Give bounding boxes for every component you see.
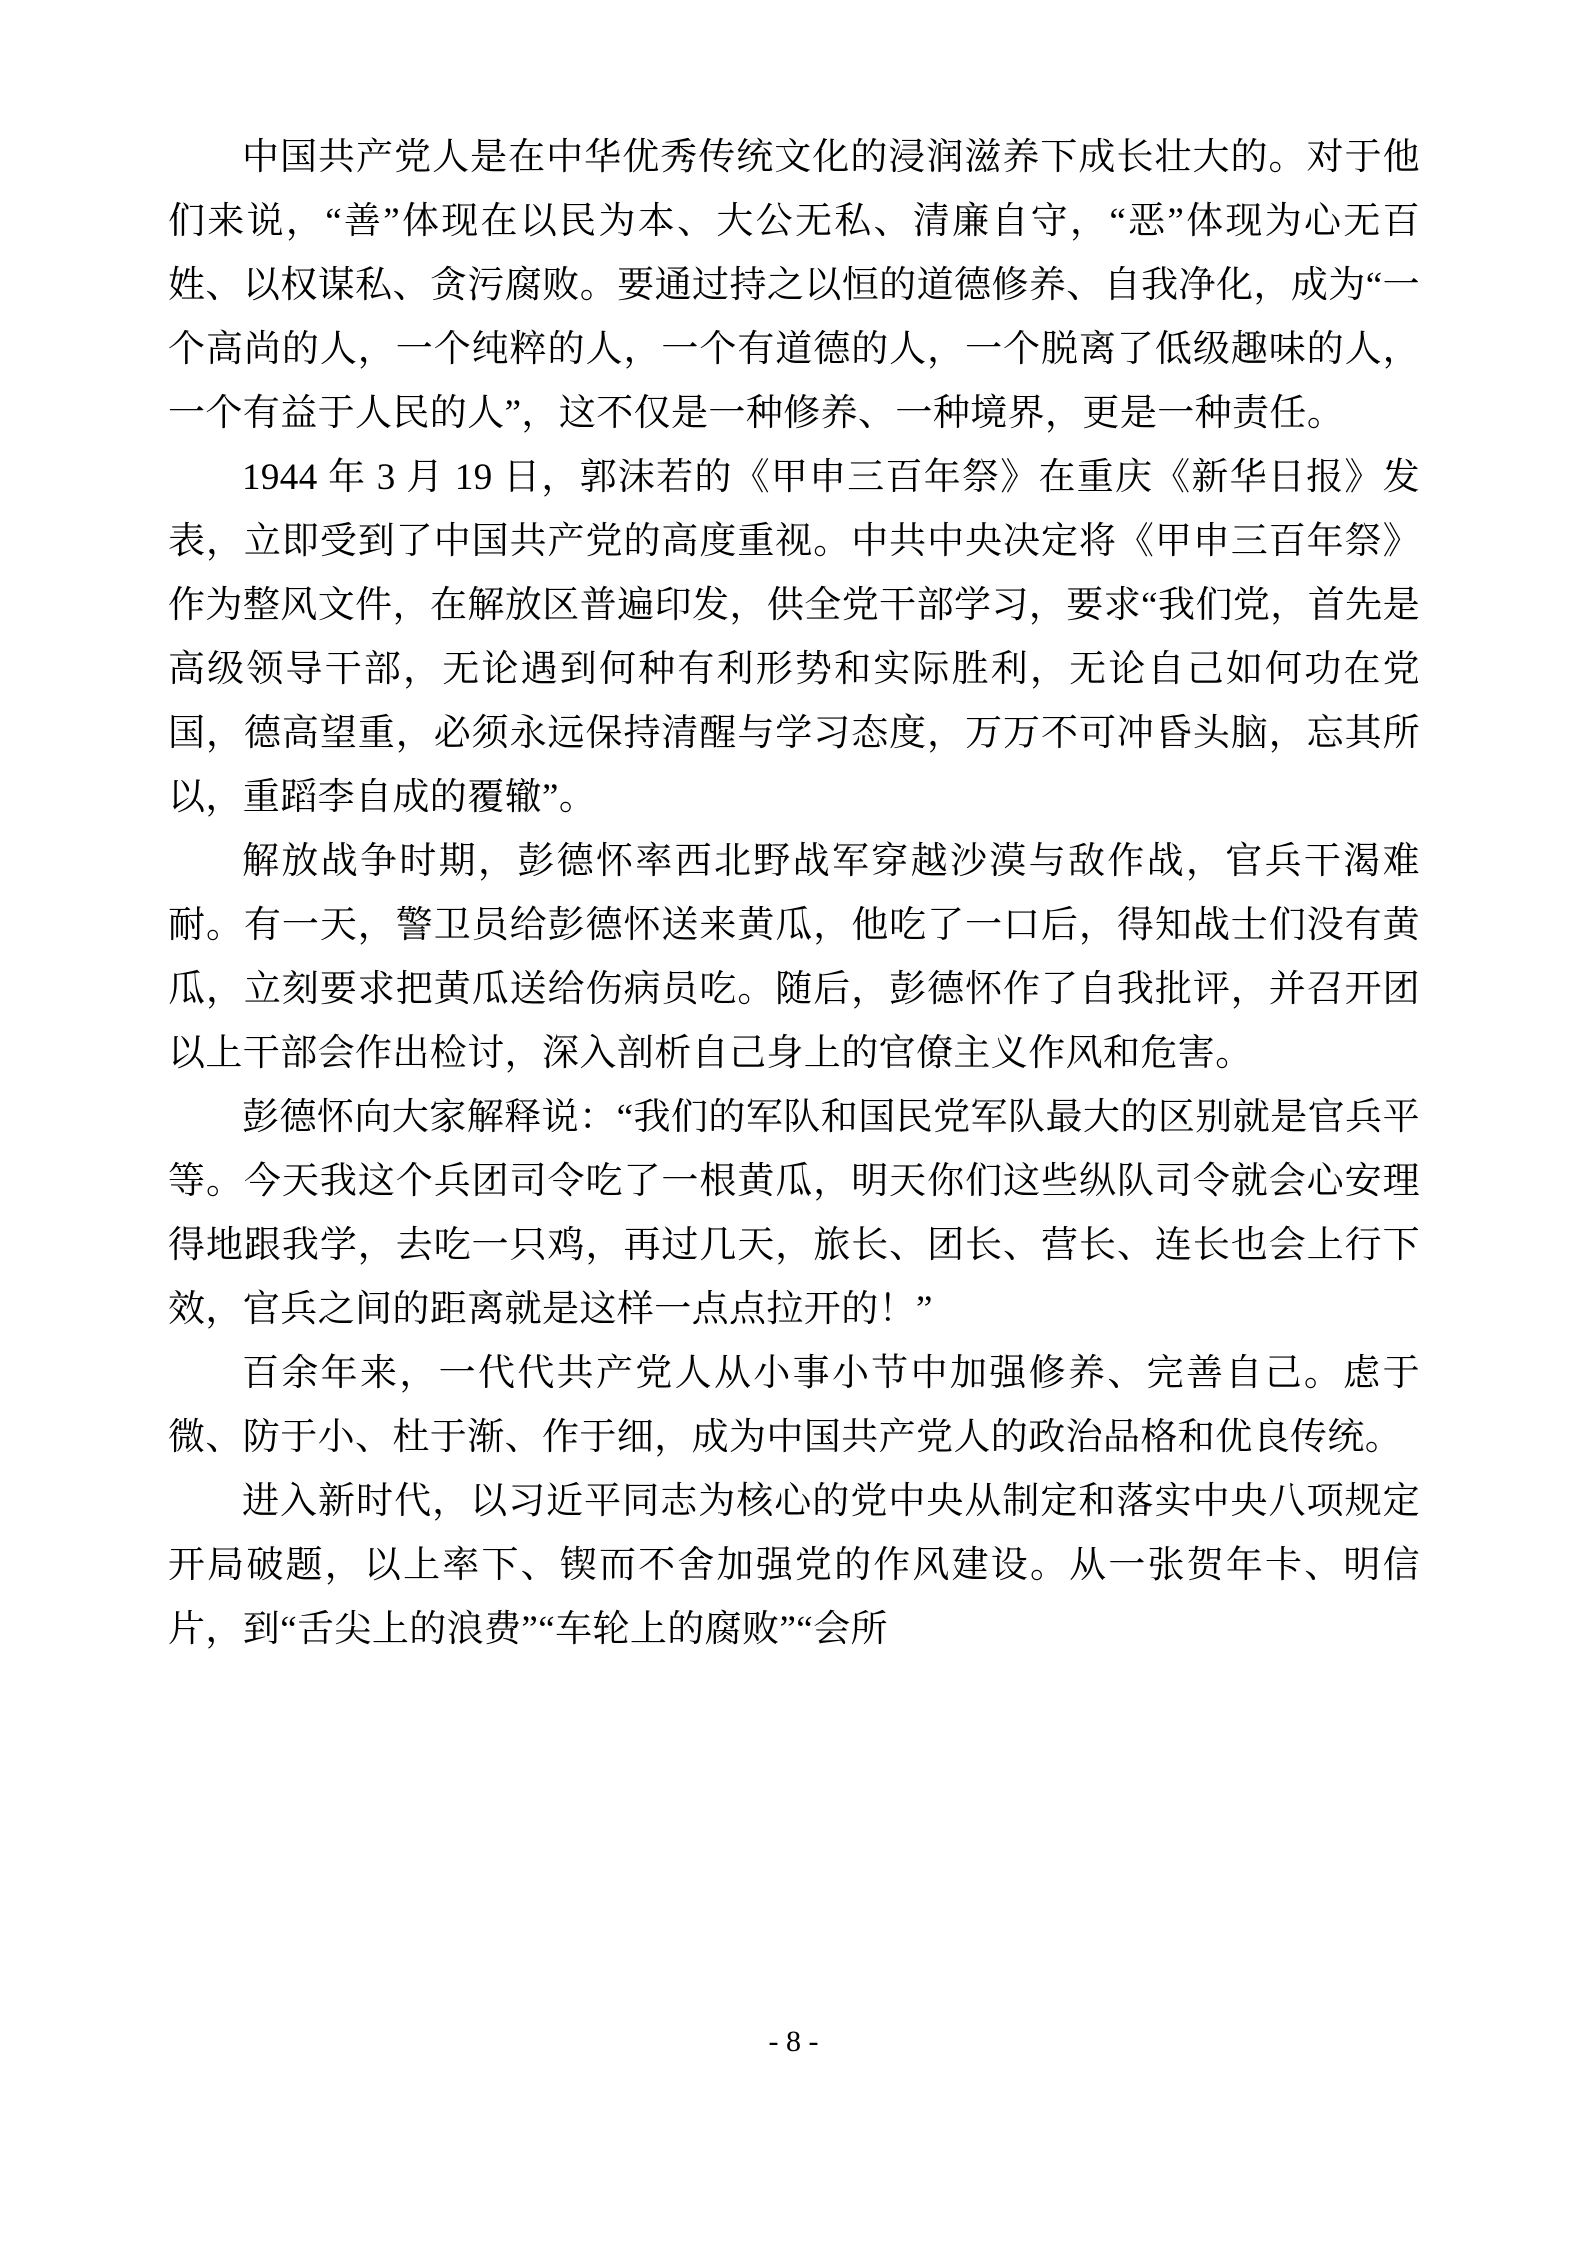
page-body — [168, 126, 1420, 1662]
page-number: - 8 - — [768, 2025, 819, 2058]
paragraph-6: 进入新时代，以习近平同志为核心的党中央从制定和落实中央八项规定开局破题，以上率下、锲而不舍加强党的作风建设。从一张贺年卡、明信片，到“舌尖上的浪费”“车轮上的腐败”“会所 — [168, 1481, 1420, 1650]
paragraph-1: 中国共产党人是在中华优秀传统文化的浸润滋养下成长壮大的。对于他们来说，“善”体现在以民为本、大公无私、清廉自守，“恶”体现为心无百姓、以权谋私、贪污腐败。要通过持之以恒的道德修养、自我净化，成为“一个高尚的人，一个纯粹的人，一个有道德的人，一个脱离了低级趣味的人，一个有益于人民的人”，这不仅是一种修养、一种境界，更是一种责任。 — [168, 137, 1420, 434]
paragraph-3: 解放战争时期，彭德怀率西北野战军穿越沙漠与敌作战，官兵干渴难耐。有一天，警卫员给彭德怀送来黄瓜，他吃了一口后，得知战士们没有黄瓜，立刻要求把黄瓜送给伤病员吃。随后，彭德怀作了自我批评，并召开团以上干部会作出检讨，深入剖析自己身上的官僚主义作风和危害。 — [168, 841, 1420, 1074]
paragraph-5: 百余年来，一代代共产党人从小事小节中加强修养、完善自己。虑于微、防于小、杜于渐、作于细，成为中国共产党人的政治品格和优良传统。 — [168, 1353, 1420, 1458]
paragraph-4: 彭德怀向大家解释说：“我们的军队和国民党军队最大的区别就是官兵平等。今天我这个兵团司令吃了一根黄瓜，明天你们这些纵队司令就会心安理得地跟我学，去吃一只鸡，再过几天，旅长、团长、营长、连长也会上行下效，官兵之间的距离就是这样一点点拉开的！” — [168, 1097, 1420, 1330]
paragraph-2: 1944 年 3 月 19 日，郭沫若的《甲申三百年祭》在重庆《新华日报》发表，立即受到了中国共产党的高度重视。中共中央决定将《甲申三百年祭》作为整风文件，在解放区普遍印发，供全党干部学习，要求“我们党，首先是高级领导干部，无论遇到何种有利形势和实际胜利，无论自己如何功在党国，德高望重，必须永远保持清醒与学习态度，万万不可冲昏头脑，忘其所以，重蹈李自成的覆辙”。 — [168, 457, 1420, 818]
